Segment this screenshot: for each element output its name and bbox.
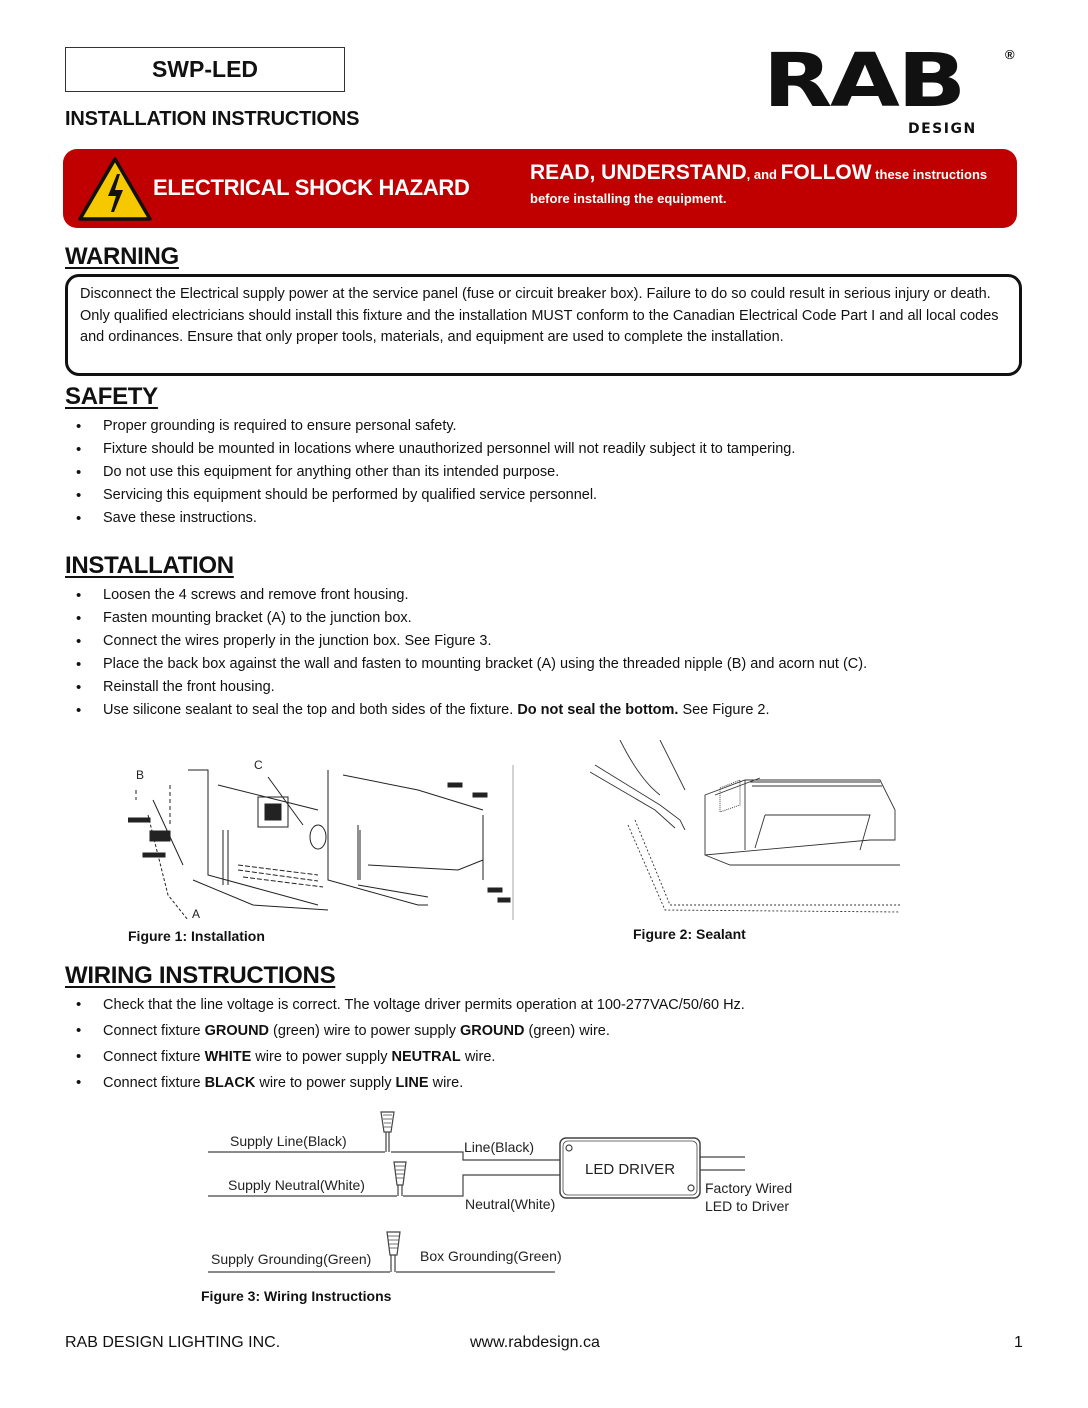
follow-text: FOLLOW (780, 161, 872, 184)
list-item: • Reinstall the front housing. (65, 676, 867, 699)
figure-1-caption: Figure 1: Installation (128, 928, 265, 944)
list-item: • Fasten mounting bracket (A) to the junction box. (65, 607, 867, 630)
item-text: Connect fixture (103, 1075, 205, 1091)
warning-box (65, 274, 1022, 376)
these-instructions-text: these instructions (871, 167, 988, 182)
item-text: (green) wire to power supply (269, 1023, 461, 1039)
hazard-instruction-line2: before installing the equipment. (530, 191, 727, 206)
electrical-hazard-banner (63, 149, 1017, 228)
logo-subtext: DESIGN (908, 121, 977, 137)
label-c: C (254, 758, 263, 772)
neutral-label: Neutral(White) (465, 1196, 556, 1212)
electrical-hazard-icon (77, 156, 153, 222)
label-a: A (192, 907, 201, 920)
item-text: See Figure 2. (678, 702, 770, 718)
hazard-instruction-line1 (530, 161, 987, 187)
wire-nut-icon (387, 1232, 400, 1272)
list-item: • Servicing this equipment should be performed by qualified service personnel. (65, 484, 795, 507)
supply-neutral-label: Supply Neutral(White) (228, 1177, 365, 1193)
list-item: • Connect the wires properly in the junction box. See Figure 3. (65, 630, 867, 653)
item-text: Use silicone sealant to seal the top and both sides of the fixture. (103, 702, 518, 718)
read-understand-text: READ, UNDERSTAND (530, 161, 747, 184)
safety-heading: SAFETY (65, 383, 158, 410)
model-number: SWP-LED (151, 56, 259, 82)
item-bold-text: GROUND (204, 1023, 270, 1039)
page-number: 1 (1014, 1334, 1023, 1351)
and-text: , and (746, 167, 781, 182)
hazard-title: ELECTRICAL SHOCK HAZARD (153, 175, 470, 200)
list-item: • Fixture should be mounted in locations where unauthorized personnel will not readily subject it to tampering. (65, 438, 795, 461)
item-bold-text: Do not seal the bottom. (517, 702, 679, 718)
list-item: • Proper grounding is required to ensure personal safety. (65, 415, 795, 438)
model-number-box (65, 47, 345, 92)
figure-2-caption: Figure 2: Sealant (633, 926, 746, 942)
item-bold-text: GROUND (460, 1023, 525, 1039)
item-text: wire to power supply (251, 1049, 392, 1065)
item-text: (green) wire. (524, 1023, 610, 1039)
document-title: INSTALLATION INSTRUCTIONS (65, 108, 360, 130)
installation-heading: INSTALLATION (65, 552, 234, 579)
logo-text-box (727, 48, 999, 114)
list-item: • Loosen the 4 screws and remove front housing. (65, 584, 867, 607)
list-item: • Check that the line voltage is correct. The voltage driver permits operation at 100-277VAC/50/60 Hz. (65, 992, 745, 1018)
line-label: Line(Black) (464, 1139, 535, 1155)
figure-3-wiring-diagram (205, 1100, 805, 1280)
item-bold-text: NEUTRAL (391, 1049, 461, 1065)
wire-nut-icon (381, 1112, 394, 1152)
rab-design-logo (727, 48, 1027, 138)
list-item (65, 699, 867, 722)
wire-nut-icon (394, 1162, 406, 1196)
box-ground-label: Box Grounding(Green) (420, 1248, 562, 1264)
list-item (65, 1070, 745, 1096)
item-text: wire. (460, 1049, 496, 1065)
wiring-list (65, 992, 745, 1096)
list-item: • Do not use this equipment for anything other than its intended purpose. (65, 461, 795, 484)
list-item (65, 1044, 745, 1070)
list-item (65, 1018, 745, 1044)
figure-3-caption: Figure 3: Wiring Instructions (201, 1288, 392, 1304)
item-bold-text: BLACK (204, 1075, 256, 1091)
footer-company: RAB DESIGN LIGHTING INC. (65, 1334, 281, 1351)
item-text: Connect fixture (103, 1023, 205, 1039)
list-item: • Save these instructions. (65, 507, 795, 530)
installation-list (65, 584, 867, 722)
figure-1-installation-drawing (128, 755, 520, 920)
factory-wired-label: Factory Wired (705, 1180, 793, 1196)
logo-text: RAB (762, 48, 964, 114)
supply-line-label: Supply Line(Black) (230, 1133, 347, 1149)
item-text: wire to power supply (255, 1075, 396, 1091)
label-b: B (136, 768, 145, 782)
footer-website-link[interactable]: www.rabdesign.ca (470, 1334, 600, 1351)
supply-ground-label: Supply Grounding(Green) (211, 1251, 372, 1267)
led-driver-label: LED DRIVER (585, 1161, 676, 1178)
figure-2-sealant-drawing (590, 740, 900, 920)
warning-text: Disconnect the Electrical supply power at the service panel (fuse or circuit breaker box). Failure to do so could result in serious injury or death. Only qualified electricians should install this fixture and the installation MUST conform to the Canadian Electrical Code Part I and all local codes and ordinances. Ensure that only proper tools, materials, and equipment are used to complete the installation. (80, 286, 999, 345)
registered-mark: ® (1005, 47, 1015, 62)
list-item: • Place the back box against the wall and fasten to mounting bracket (A) using the threaded nipple (B) and acorn nut (C). (65, 653, 867, 676)
warning-heading: WARNING (65, 243, 179, 270)
item-text: wire. (428, 1075, 464, 1091)
led-to-driver-label: LED to Driver (705, 1198, 790, 1214)
safety-list (65, 415, 795, 530)
wiring-heading: WIRING INSTRUCTIONS (65, 962, 336, 989)
item-bold-text: WHITE (204, 1049, 252, 1065)
item-text: Connect fixture (103, 1049, 205, 1065)
item-bold-text: LINE (395, 1075, 429, 1091)
